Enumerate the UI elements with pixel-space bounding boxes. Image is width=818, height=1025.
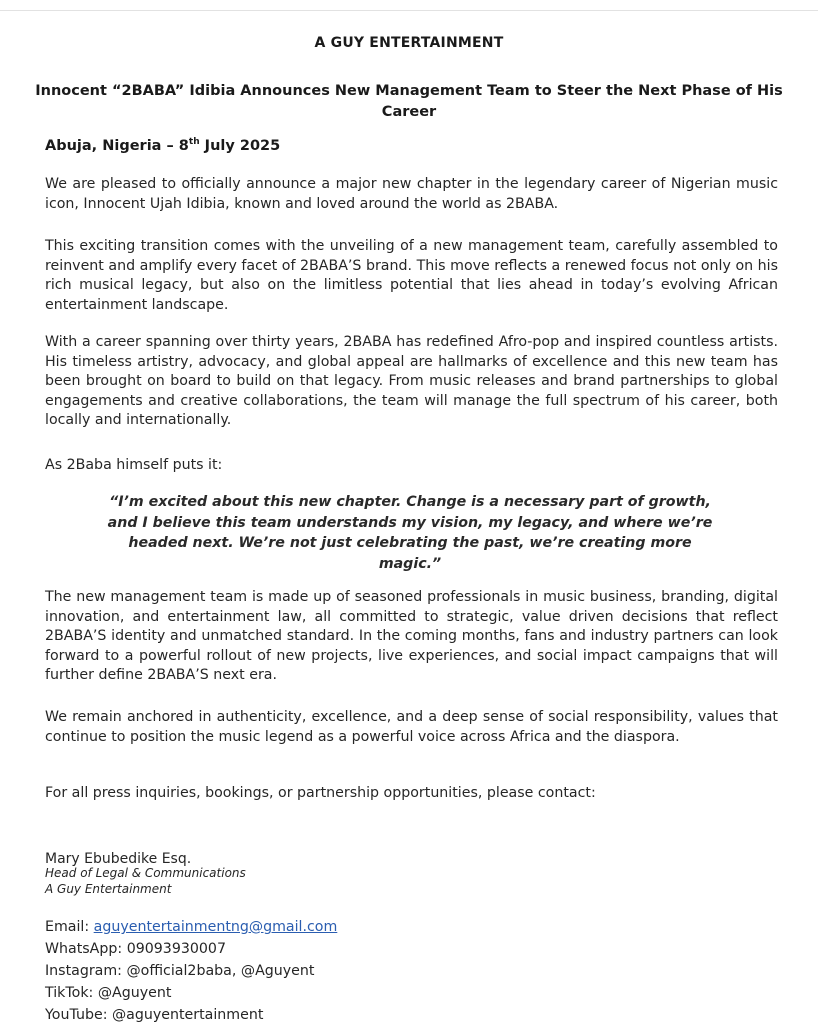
- paragraph-transition: This exciting transition comes with the unveiling of a new management team, carefully assembled to reinvent and amplify every facet of 2BABA’S brand. This move reflects a renewed focus not only on his rich musical legacy, but also on the limitless potential that lies ahead in today’s evolving African entertainment landscape.: [45, 238, 778, 313]
- paragraph-quote-intro: As 2Baba himself puts it:: [45, 457, 223, 473]
- paragraph-contact-intro: For all press inquiries, bookings, or partnership opportunities, please contact:: [45, 785, 596, 801]
- dateline: [45, 137, 280, 154]
- dateline-ordinal: th: [188, 137, 200, 147]
- artist-quote: “I’m excited about this new chapter. Change is a necessary part of growth, and I believe this team understands my vision, my legacy, and where we’re headed next. We’re not just celebrating the past, we’re creating more magic.”: [107, 494, 713, 572]
- signatory-name: Mary Ebubedike Esq.: [45, 851, 192, 867]
- contact-whatsapp: [45, 939, 226, 959]
- instagram-label: Instagram:: [45, 963, 127, 979]
- tiktok-value: @Aguyent: [97, 985, 172, 1001]
- paragraph-values: We remain anchored in authenticity, excellence, and a deep sense of social responsibility, values that continue to position the music legend as a powerful voice across Africa and the diaspora.: [45, 709, 778, 745]
- email-label: Email:: [45, 919, 94, 935]
- whatsapp-value: 09093930007: [126, 941, 226, 957]
- email-link[interactable]: aguyentertainmentng@gmail.com: [93, 919, 338, 935]
- signatory-org: A Guy Entertainment: [45, 882, 172, 896]
- paragraph-intro: We are pleased to officially announce a major new chapter in the legendary career of Nigerian music icon, Innocent Ujah Idibia, known and loved around the world as 2BABA.: [45, 176, 778, 212]
- contact-email: [45, 917, 337, 937]
- press-release-page: [0, 10, 818, 1025]
- dateline-place: Abuja, Nigeria – 8: [45, 137, 189, 154]
- paragraph-team: The new management team is made up of seasoned professionals in music business, branding, digital innovation, and entertainment law, all committed to strategic, value driven decisions that reflect 2BABA’S identity and unmatched standard. In the coming months, fans and industry partners can look forward to a powerful rollout of new projects, live experiences, and social impact campaigns that will further define 2BABA’S next era.: [45, 589, 778, 683]
- contact-instagram: [45, 961, 314, 981]
- whatsapp-label: WhatsApp:: [45, 941, 127, 957]
- headline: Innocent “2BABA” Idibia Announces New Management Team to Steer the Next Phase of His Career: [35, 83, 783, 120]
- youtube-label: YouTube:: [45, 1007, 112, 1023]
- company-name: A GUY ENTERTAINMENT: [314, 35, 504, 51]
- dateline-rest: July 2025: [199, 137, 281, 154]
- tiktok-label: TikTok:: [45, 985, 98, 1001]
- contact-tiktok: [45, 983, 171, 1003]
- instagram-value: @official2baba, @Aguyent: [126, 963, 315, 979]
- paragraph-career: With a career spanning over thirty years, 2BABA has redefined Afro-pop and inspired countless artists. His timeless artistry, advocacy, and global appeal are hallmarks of excellence and this new team has been brought on board to build on that legacy. From music releases and brand partnerships to global engagements and creative collaborations, the team will manage the full spectrum of his career, both locally and internationally.: [45, 334, 778, 428]
- youtube-value: @aguyentertainment: [111, 1007, 264, 1023]
- signatory-role: Head of Legal & Communications: [45, 866, 246, 880]
- contact-youtube: [45, 1005, 263, 1025]
